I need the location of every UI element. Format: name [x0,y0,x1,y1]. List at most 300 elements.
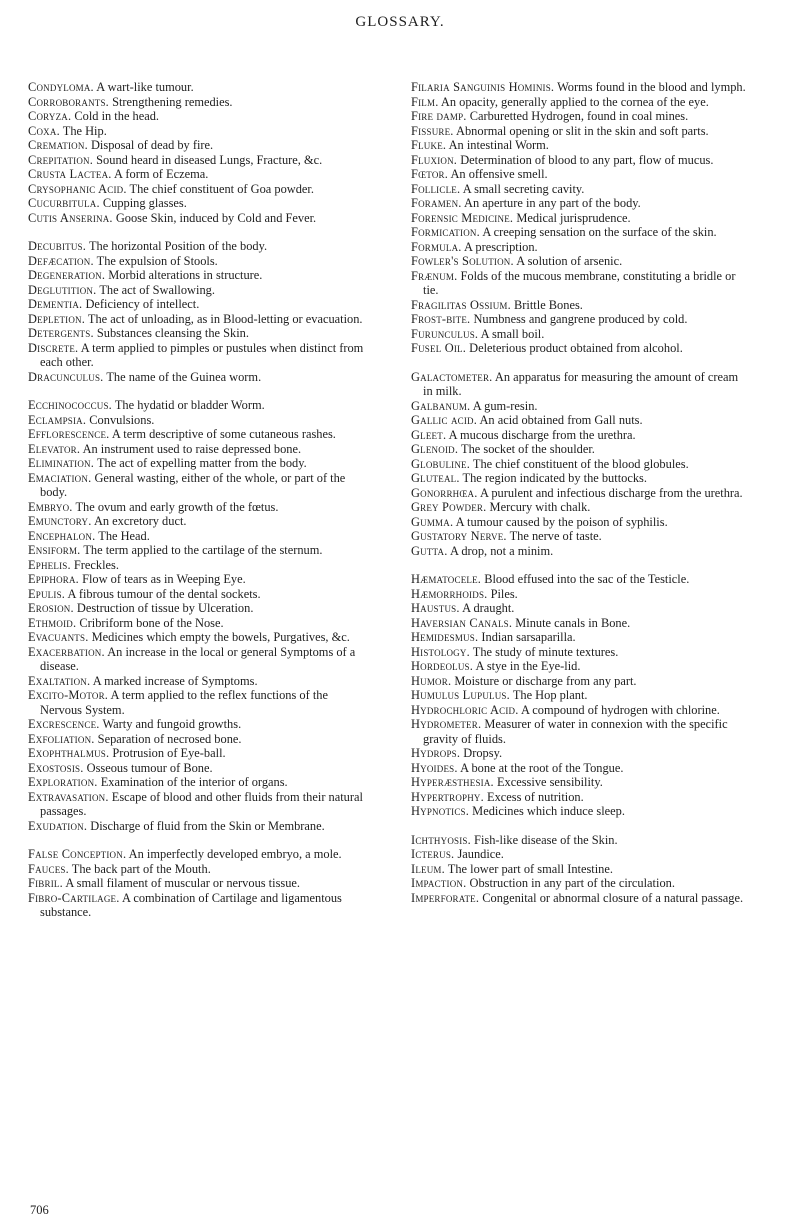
glossary-entry [28,427,364,442]
glossary-term: Condyloma. [28,80,94,94]
glossary-entry [411,717,747,746]
glossary-entry [411,370,747,399]
glossary-entry [411,790,747,805]
glossary-entry [411,240,747,255]
glossary-entry [411,847,747,862]
glossary-entry [411,167,747,182]
glossary-term: Fauces. [28,861,69,876]
glossary-term: Furunculus. [411,326,479,341]
glossary-term: Hydrops. [411,746,461,760]
glossary-term: Crysophanic Acid. [28,181,127,196]
glossary-term: Ethmoid. [28,615,77,630]
glossary-term: Cutis Anserina. [28,210,113,225]
glossary-definition: The Hip. [62,123,107,138]
glossary-definition: Medical jurisprudence. [516,210,631,225]
glossary-term: Exploration. [28,775,98,789]
glossary-definition: An excretory duct. [93,514,187,528]
glossary-definition: An acid obtained from Gall nuts. [479,413,643,427]
glossary-term: Grey Powder. [411,500,487,514]
glossary-entry [411,659,747,674]
glossary-term: Exfoliation. [28,731,95,746]
glossary-definition: The Head. [98,528,150,543]
glossary-entry [28,196,364,211]
glossary-definition: Warty and fungoid growths. [102,717,242,731]
glossary-entry [28,471,364,500]
glossary-term: Excrescence. [28,717,100,731]
glossary-definition: Cribriform bone of the Nose. [79,615,224,630]
glossary-entry [411,616,747,631]
glossary-definition: Medicines which induce sleep. [472,804,625,818]
section-gap [411,558,747,572]
glossary-term: Ichthyosis. [411,832,471,847]
glossary-definition: Mercury with chalk. [489,500,591,514]
glossary-definition: A draught. [462,601,515,615]
glossary-entry [411,124,747,139]
glossary-entry [411,327,747,342]
glossary-definition: An apparatus for measuring the amount of cream in milk. [423,369,739,398]
glossary-term: Gustatory Nerve. [411,529,507,543]
glossary-term: Humulus Lupulus. [411,688,510,702]
glossary-term: Epiphora. [28,572,79,586]
glossary-term: Eclampsia. [28,412,87,427]
glossary-definition: Examination of the interior of organs. [100,775,288,789]
glossary-term: Hydrometer. [411,717,482,731]
glossary-definition: Medicines which empty the bowels, Purgatives, &c. [91,630,350,644]
glossary-entry [28,529,364,544]
glossary-definition: Osseous tumour of Bone. [86,760,213,775]
glossary-entry [411,457,747,472]
glossary-entry [28,543,364,558]
glossary-entry [28,456,364,471]
glossary-term: Fusel Oil. [411,341,467,355]
glossary-entry [28,876,364,891]
glossary-term: Globuline. [411,456,471,471]
glossary-term: Humor. [411,673,452,688]
glossary-term: Impaction. [411,876,467,890]
glossary-definition: Carburetted Hydrogen, found in coal mines. [469,109,689,123]
glossary-definition: A tumour caused by the poison of syphilis. [455,514,668,529]
glossary-definition: A solution of arsenic. [516,254,623,268]
glossary-definition: A creeping sensation on the surface of the skin. [482,225,717,239]
glossary-definition: Brittle Bones. [514,297,583,312]
glossary-definition: Deleterious product obtained from alcohol. [469,341,683,355]
glossary-entry [28,500,364,515]
glossary-definition: Goose Skin, induced by Cold and Fever. [115,210,317,225]
glossary-term: Hypnotics. [411,804,470,818]
glossary-term: Crusta Lactea. [28,167,112,181]
glossary-definition: Blood effused into the sac of the Testicle. [484,572,690,586]
glossary-term: Hydrochloric Acid. [411,702,519,717]
glossary-term: Fibro-Cartilage. [28,890,120,905]
glossary-definition: A small secreting cavity. [462,181,585,196]
glossary-entry [411,341,747,356]
glossary-definition: Disposal of dead by fire. [90,138,214,152]
glossary-term: Frænum. [411,268,458,283]
glossary-definition: Protrusion of Eye-ball. [112,746,226,760]
glossary-entry [28,790,364,819]
glossary-entry [411,196,747,211]
page-number: 706 [30,1203,49,1217]
glossary-term: Foramen. [411,196,462,210]
glossary-term: Coryza. [28,109,72,123]
glossary-definition: Obstruction in any part of the circulation. [469,876,675,890]
glossary-entry [28,587,364,602]
glossary-definition: Determination of blood to any part, flow of mucus. [460,152,714,167]
glossary-term: Defæcation. [28,253,94,268]
glossary-entry [411,442,747,457]
glossary-entry [411,775,747,790]
glossary-definition: The hydatid or bladder Worm. [114,398,265,412]
glossary-entry [28,862,364,877]
glossary-entry [28,182,364,197]
glossary-term: Fissure. [411,123,454,138]
glossary-entry [28,138,364,153]
glossary-entry [411,95,747,110]
section-gap [28,833,364,847]
glossary-term: Hordeolus. [411,659,474,673]
glossary-definition: The nerve of taste. [509,529,602,543]
glossary-term: Filaria Sanguinis Hominis. [411,80,555,94]
glossary-term: Fluke. [411,138,447,152]
glossary-entry [411,876,747,891]
glossary-entry [411,529,747,544]
glossary-definition: Excessive sensibility. [496,775,603,789]
glossary-entry [28,341,364,370]
glossary-term: Frost-bite. [411,312,471,326]
glossary-definition: A term applied to the reflex functions of the Nervous System. [40,688,328,717]
glossary-entry [411,109,747,124]
glossary-term: Exudation. [28,818,88,833]
glossary-entry [28,674,364,689]
glossary-definition: A gum-resin. [472,398,538,413]
glossary-entry [411,674,747,689]
glossary-definition: A marked increase of Symptoms. [92,673,258,688]
glossary-term: Fire damp. [411,109,467,123]
glossary-entry [28,514,364,529]
glossary-entry [28,109,364,124]
glossary-entry [28,601,364,616]
glossary-definition: Numbness and gangrene produced by cold. [473,312,688,326]
glossary-term: Fœtor. [411,167,449,181]
section-gap [28,225,364,239]
glossary-entry [411,80,747,95]
glossary-definition: An aperture in any part of the body. [464,196,641,210]
glossary-definition: Flow of tears as in Weeping Eye. [82,572,246,586]
glossary-entry [411,471,747,486]
glossary-entry [411,399,747,414]
glossary-entry [28,370,364,385]
glossary-entry [28,124,364,139]
glossary-term: Haversian Canals. [411,615,513,630]
glossary-definition: A wart-like tumour. [96,80,194,94]
glossary-term: Dementia. [28,297,83,311]
glossary-definition: An intestinal Worm. [448,138,549,152]
glossary-term: Decubitus. [28,239,87,253]
glossary-definition: A term applied to pimples or pustules when distinct from each other. [40,340,364,369]
glossary-entry [28,153,364,168]
glossary-definition: Abnormal opening or slit in the skin and soft parts. [456,123,709,138]
glossary-definition: Substances cleansing the Skin. [96,326,249,340]
glossary-definition: Worms found in the blood and lymph. [557,80,746,94]
glossary-term: Epulis. [28,586,66,601]
glossary-definition: A small filament of muscular or nervous tissue. [65,876,301,890]
glossary-definition: General wasting, either of the whole, or part of the body. [40,470,346,499]
glossary-entry [28,847,364,862]
glossary-term: Exophthalmus. [28,746,110,760]
glossary-entry [28,95,364,110]
glossary-definition: An offensive smell. [450,167,548,181]
glossary-term: Evacuants. [28,630,89,644]
glossary-entry [411,688,747,703]
glossary-definition: A drop, not a minim. [449,543,554,558]
glossary-term: Galactometer. [411,369,493,384]
glossary-definition: The back part of the Mouth. [71,861,211,876]
glossary-entry [28,211,364,226]
glossary-definition: The name of the Guinea worm. [106,369,262,384]
glossary-definition: Minute canals in Bone. [515,615,631,630]
glossary-entry [411,182,747,197]
glossary-definition: Indian sarsaparilla. [481,630,576,644]
glossary-entry [411,211,747,226]
glossary-term: Follicle. [411,181,461,196]
glossary-definition: Measurer of water in connexion with the specific gravity of fluids. [423,717,728,746]
glossary-entry [411,269,747,298]
glossary-term: Elevator. [28,441,81,456]
glossary-term: Fowler's Solution. [411,254,514,268]
glossary-definition: The act of unloading, as in Blood-letting or evacuation. [87,311,363,326]
glossary-term: Emunctory. [28,514,92,528]
glossary-term: Hyperæsthesia. [411,775,494,789]
glossary-term: Crepitation. [28,152,94,167]
glossary-term: Gluteal. [411,471,460,485]
glossary-term: Emaciation. [28,470,92,485]
glossary-entry [411,645,747,660]
left-column [28,80,364,920]
glossary-term: Formication. [411,225,480,239]
glossary-term: Hyoides. [411,760,458,775]
glossary-term: Icterus. [411,847,455,861]
glossary-definition: Piles. [490,586,518,601]
glossary-entry [28,442,364,457]
glossary-definition: A mucous discharge from the urethra. [448,427,636,442]
glossary-definition: The lower part of small Intestine. [447,861,613,876]
glossary-definition: Destruction of tissue by Ulceration. [76,601,254,615]
glossary-entry [28,558,364,573]
glossary-entry [411,413,747,428]
glossary-entry [28,732,364,747]
glossary-entry [28,297,364,312]
glossary-definition: Folds of the mucous membrane, constituting a bridle or tie. [423,268,736,297]
glossary-entry [28,761,364,776]
glossary-definition: Sound heard in diseased Lungs, Fracture, &c. [96,152,323,167]
glossary-term: Degeneration. [28,268,106,282]
glossary-definition: Cupping glasses. [102,196,187,210]
glossary-term: Ephelis. [28,557,71,572]
glossary-entry [28,630,364,645]
glossary-entry [411,746,747,761]
glossary-term: Formula. [411,239,462,254]
glossary-entry [411,804,747,819]
glossary-definition: Escape of blood and other fluids from their natural passages. [40,789,363,818]
glossary-entry [28,717,364,732]
glossary-definition: The act of expelling matter from the body. [96,456,307,470]
glossary-entry [28,891,364,920]
glossary-entry [411,891,747,906]
glossary-term: Gleet. [411,427,447,442]
glossary-entry [411,587,747,602]
glossary-term: Fragilitas Ossium. [411,297,511,312]
glossary-definition: A bone at the root of the Tongue. [460,760,624,775]
glossary-entry [28,283,364,298]
glossary-entry [28,616,364,631]
glossary-entry [28,746,364,761]
glossary-definition: An increase in the local or general Symptoms of a disease. [40,644,356,673]
glossary-entry [411,225,747,240]
glossary-term: Gumma. [411,514,454,529]
glossary-entry [411,833,747,848]
glossary-term: Exacerbation. [28,644,105,659]
glossary-term: Dracunculus. [28,369,104,384]
glossary-definition: A stye in the Eye-lid. [475,659,581,673]
glossary-definition: Moisture or discharge from any part. [454,673,637,688]
glossary-term: Embryo. [28,499,73,514]
glossary-entry [28,312,364,327]
glossary-entry [28,239,364,254]
page-title: GLOSSARY. [355,14,445,30]
glossary-definition: The horizontal Position of the body. [88,239,268,253]
glossary-entry [411,630,747,645]
glossary-term: Ileum. [411,861,445,876]
glossary-definition: A combination of Cartilage and ligamentous substance. [40,890,342,919]
section-gap [28,384,364,398]
glossary-entry [28,326,364,341]
glossary-term: Haustus. [411,601,460,615]
glossary-term: Coxa. [28,123,60,138]
glossary-definition: Deficiency of intellect. [85,297,200,311]
section-gap [411,819,747,833]
glossary-entry [28,268,364,283]
glossary-term: Gonorrhœa. [411,485,478,500]
glossary-definition: Convulsions. [89,412,155,427]
glossary-term: False Conception. [28,847,127,861]
glossary-term: Elimination. [28,456,95,470]
glossary-entry [28,254,364,269]
section-gap [411,356,747,370]
glossary-term: Cremation. [28,138,88,152]
glossary-term: Exostosis. [28,760,84,775]
glossary-entry [28,80,364,95]
glossary-definition: A term descriptive of some cutaneous rashes. [111,427,336,441]
glossary-term: Extravasation. [28,789,109,804]
glossary-definition: The Hop plant. [512,688,588,702]
glossary-entry [411,862,747,877]
glossary-definition: Strengthening remedies. [112,94,233,109]
glossary-term: Discrete. [28,340,79,355]
glossary-term: Gallic acid. [411,413,478,427]
glossary-entry [411,544,747,559]
glossary-definition: Fish-like disease of the Skin. [474,832,618,847]
glossary-term: Erosion. [28,601,74,615]
glossary-definition: Jaundice. [457,847,504,861]
glossary-definition: An imperfectly developed embryo, a mole. [128,847,342,861]
glossary-definition: An opacity, generally applied to the cornea of the eye. [440,94,709,109]
glossary-entry [28,167,364,182]
glossary-term: Ensiform. [28,543,81,557]
glossary-term: Exaltation. [28,673,91,688]
glossary-term: Detergents. [28,326,94,340]
glossary-entry [411,254,747,269]
glossary-term: Hypertrophy. [411,789,484,804]
glossary-entry [411,515,747,530]
glossary-term: Galbanum. [411,398,471,413]
glossary-entry [28,688,364,717]
glossary-definition: The act of Swallowing. [99,282,215,297]
glossary-entry [28,572,364,587]
glossary-term: Encephalon. [28,528,96,543]
glossary-entry [411,601,747,616]
glossary-term: Ecchinococcus. [28,398,112,412]
glossary-term: Fluxion. [411,152,458,167]
glossary-definition: A fibrous tumour of the dental sockets. [67,586,261,601]
glossary-definition: Excess of nutrition. [487,789,584,804]
glossary-definition: A form of Eczema. [114,167,209,181]
glossary-definition: The study of minute textures. [472,644,619,659]
glossary-term: Hæmorrhoids. [411,586,488,601]
glossary-definition: Separation of necrosed bone. [97,731,242,746]
glossary-definition: The ovum and early growth of the fœtus. [75,499,279,514]
glossary-entry [28,413,364,428]
glossary-entry [411,500,747,515]
glossary-term: Cucurbitula. [28,196,100,210]
glossary-entry [411,153,747,168]
glossary-term: Corroborants. [28,94,109,109]
glossary-entry [411,428,747,443]
glossary-entry [411,486,747,501]
glossary-definition: Congenital or abnormal closure of a natural passage. [482,890,744,905]
glossary-definition: The chief constituent of Goa powder. [129,181,314,196]
glossary-definition: A compound of hydrogen with chlorine. [520,702,720,717]
glossary-definition: Morbid alterations in structure. [108,268,263,282]
glossary-term: Excito-Motor. [28,688,109,702]
glossary-term: Histology. [411,644,470,659]
glossary-term: Imperforate. [411,890,480,905]
glossary-definition: The region indicated by the buttocks. [462,471,647,485]
glossary-definition: Freckles. [73,557,119,572]
glossary-entry [28,398,364,413]
glossary-definition: The term applied to the cartilage of the sternum. [83,543,323,557]
glossary-entry [411,298,747,313]
glossary-definition: A prescription. [464,239,538,254]
glossary-definition: The expulsion of Stools. [96,253,218,268]
glossary-definition: The socket of the shoulder. [461,442,595,456]
glossary-definition: A small boil. [480,326,545,341]
glossary-definition: Dropsy. [463,746,503,760]
glossary-definition: The chief constituent of the blood globules. [472,456,689,471]
glossary-entry [411,312,747,327]
glossary-entry [28,819,364,834]
glossary-definition: A purulent and infectious discharge from the urethra. [479,485,743,500]
glossary-definition: Discharge of fluid from the Skin or Membrane. [90,818,325,833]
glossary-entry [28,775,364,790]
glossary-term: Hæmatocele. [411,572,482,586]
glossary-term: Deglutition. [28,282,97,297]
glossary-term: Hemidesmus. [411,630,479,644]
glossary-entry [28,645,364,674]
glossary-entry [411,138,747,153]
glossary-entry [411,761,747,776]
glossary-term: Gutta. [411,543,448,558]
glossary-term: Efflorescence. [28,427,110,441]
